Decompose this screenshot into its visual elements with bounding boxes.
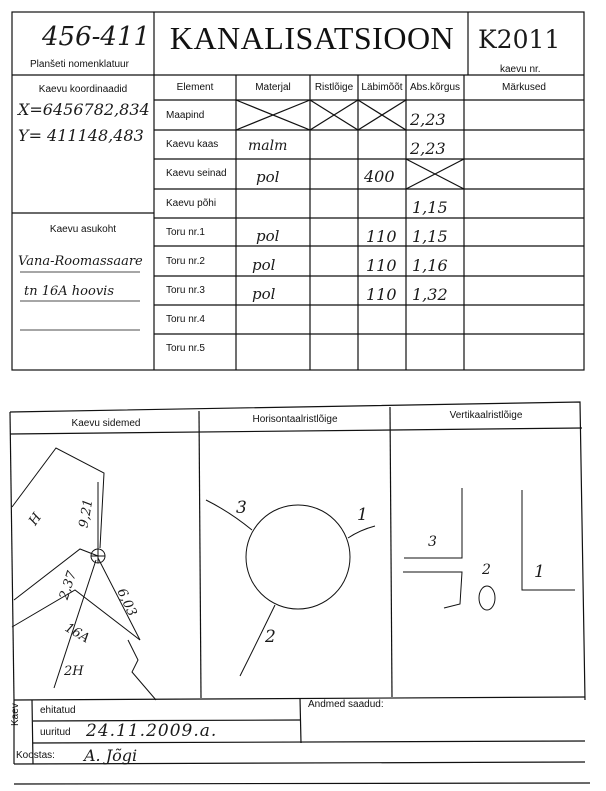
row-element: Toru nr.4 bbox=[166, 314, 205, 325]
location-label: Kaevu asukoht bbox=[49, 224, 117, 235]
row-element: Kaevu seinad bbox=[166, 168, 227, 179]
data-from-label: Andmed saadud: bbox=[308, 699, 384, 710]
row-element: Toru nr.3 bbox=[166, 285, 205, 296]
cell-diameter: 400 bbox=[364, 167, 395, 186]
ties-label: Kaevu sidemed bbox=[71, 418, 141, 429]
surveyed-date: 24.11.2009.a. bbox=[86, 721, 218, 741]
cell-height: 1,16 bbox=[412, 256, 448, 275]
plan-number: 456-411 bbox=[42, 22, 151, 52]
cell-height: 1,15 bbox=[412, 198, 448, 217]
cell-material: malm bbox=[248, 138, 288, 154]
ties-sketch bbox=[12, 448, 156, 700]
coordinate-y: Y= 411148,483 bbox=[18, 126, 144, 145]
row-element: Kaevu kaas bbox=[166, 139, 219, 150]
row-element: Toru nr.2 bbox=[166, 256, 205, 267]
cell-diameter: 110 bbox=[366, 256, 397, 275]
cell-material: pol bbox=[252, 256, 276, 274]
tie-label-h: H bbox=[26, 510, 46, 529]
cell-height: 2,23 bbox=[410, 139, 446, 158]
form-title: KANALISATSIOON bbox=[169, 20, 455, 56]
row-element: Toru nr.1 bbox=[166, 227, 205, 238]
well-id-label: kaevu nr. bbox=[500, 64, 541, 75]
cell-diameter: 110 bbox=[366, 285, 397, 304]
vertical-section-label: Vertikaalristlõige bbox=[449, 410, 523, 421]
header-section: Ristlõige bbox=[314, 82, 354, 93]
row-element: Toru nr.5 bbox=[166, 343, 205, 354]
vertical-pipe-3: 3 bbox=[428, 534, 437, 550]
horizontal-pipe-2: 2 bbox=[265, 627, 276, 647]
tie-distance-3: 6,03 bbox=[113, 586, 140, 619]
header-height: Abs.kõrgus bbox=[409, 82, 461, 93]
horizontal-section-sketch bbox=[206, 500, 375, 676]
header-notes: Märkused bbox=[502, 82, 546, 93]
tie-distance-2: 2,37 bbox=[56, 569, 81, 602]
vertical-pipe-1: 1 bbox=[534, 562, 545, 582]
compiled-by-signature: A. Jõgi bbox=[84, 746, 138, 765]
cell-material: pol bbox=[252, 285, 276, 303]
horizontal-section-label: Horisontaalristlõige bbox=[252, 414, 338, 425]
plan-number-label: Planšeti nomenklatuur bbox=[30, 59, 129, 70]
vertical-pipe-2: 2 bbox=[482, 562, 491, 578]
horizontal-pipe-3: 3 bbox=[236, 498, 247, 518]
coordinate-x: X=6456782,834 bbox=[18, 100, 150, 119]
cell-height: 1,32 bbox=[412, 285, 448, 304]
cell-material: pol bbox=[256, 168, 280, 186]
location-line-1: Vana-Roomassaare bbox=[18, 254, 143, 269]
row-element: Maapind bbox=[166, 110, 205, 121]
cell-height: 2,23 bbox=[410, 110, 446, 129]
header-material: Materjal bbox=[255, 82, 291, 93]
compiled-label: Koostas: bbox=[16, 750, 55, 761]
tie-distance-1: 9,21 bbox=[76, 497, 97, 530]
row-element: Kaevu põhi bbox=[166, 198, 217, 209]
location-line-2: tn 16A hoovis bbox=[24, 284, 114, 299]
surveyed-label: uuritud bbox=[40, 727, 71, 738]
tie-label-2h: 2H bbox=[64, 664, 84, 679]
cell-diameter: 110 bbox=[366, 227, 397, 246]
cell-height: 1,15 bbox=[412, 227, 448, 246]
well-label: Kaev bbox=[10, 703, 21, 726]
cell-material: pol bbox=[256, 227, 280, 245]
header-diameter: Läbimõõt bbox=[361, 82, 403, 93]
coordinates-label: Kaevu koordinaadid bbox=[38, 84, 128, 95]
built-label: ehitatud bbox=[40, 705, 76, 716]
horizontal-pipe-1: 1 bbox=[357, 505, 368, 525]
well-id: K2011 bbox=[478, 25, 561, 54]
tie-label-16a: 16A bbox=[61, 620, 92, 647]
header-element: Element bbox=[176, 82, 214, 93]
